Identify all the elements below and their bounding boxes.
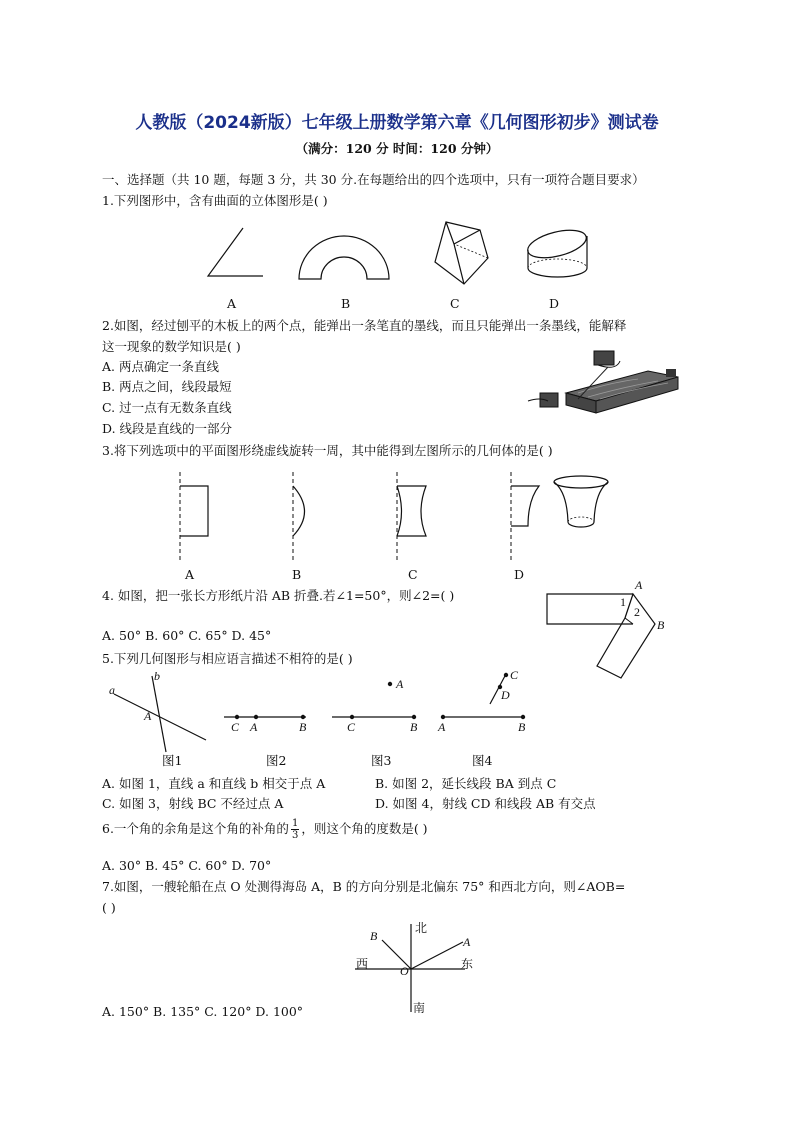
q4-label-b: B (657, 618, 665, 632)
question-1-stem: 1.下列图形中，含有曲面的立体图形是( ) (102, 193, 328, 208)
q5-option-c: C. 如图 3，射线 BC 不经过点 A (102, 796, 284, 811)
q5-caption-fig4: 图4 (472, 753, 493, 768)
q7-label-O: O (400, 964, 409, 978)
q6-stem-post: ，则这个角的度数是( ) (301, 821, 428, 836)
q6-stem-pre: 6.一个角的余角是这个角的补角的 (102, 821, 289, 836)
q4-angle-2-label: 2 (634, 605, 640, 619)
q7-label-east: 东 (461, 957, 474, 971)
q5-fig3-label-C: C (347, 720, 356, 734)
q4-label-a: A (635, 578, 643, 592)
q1-label-d: D (549, 296, 560, 311)
q6-fraction (291, 818, 299, 841)
question-7-stem-line2: ( ) (102, 900, 116, 915)
q7-label-north: 北 (415, 921, 428, 935)
q3-option-b-figure (288, 472, 318, 562)
q5-fig3-label-A: A (396, 677, 404, 691)
question-7-stem-line1: 7.如图，一艘轮船在点 O 处测得海岛 A，B 的方向分别是北偏东 75° 和西北方向，则∠AOB= (102, 879, 626, 894)
q5-option-a: A. 如图 1，直线 a 和直线 b 相交于点 A (102, 776, 326, 791)
q1-figure-cut-cylinder (526, 222, 590, 280)
q1-figure-angle (205, 225, 265, 280)
q3-vase-solid (553, 474, 611, 536)
q5-option-b: B. 如图 2，延长线段 BA 到点 C (375, 776, 557, 791)
q5-fig4-label-B: B (518, 720, 526, 734)
page-subtitle: （满分：120 分 时间：120 分钟） (295, 141, 499, 156)
q5-fig1-label-b: b (154, 669, 160, 683)
question-6-stem (102, 818, 428, 841)
q7-label-B: B (370, 929, 378, 943)
q3-label-b: B (292, 567, 302, 582)
q6-fraction-denominator: 3 (291, 830, 299, 841)
q3-option-d-figure (506, 472, 546, 562)
question-3-stem: 3.将下列选项中的平面图形绕虚线旋转一周，其中能得到左图所示的几何体的是( ) (102, 443, 553, 458)
q3-option-c-figure (392, 472, 437, 562)
q5-fig1-label-a: a (109, 683, 115, 697)
question-2-stem-line2: 这一现象的数学知识是( ) (102, 339, 241, 354)
q5-caption-fig2: 图2 (266, 753, 287, 768)
q2-option-b: B. 两点之间，线段最短 (102, 379, 232, 394)
q5-figure-3 (330, 676, 422, 722)
question-5-stem: 5.下列几何图形与相应语言描述不相符的是( ) (102, 651, 353, 666)
q1-label-b: B (341, 296, 351, 311)
q2-option-a: A. 两点确定一条直线 (102, 359, 219, 374)
q7-label-A: A (463, 935, 471, 949)
section-heading: 一、选择题（共 10 题，每题 3 分，共 30 分.在每题给出的四个选项中，只有一项符合题目要求） (102, 172, 645, 187)
q1-label-c: C (450, 296, 460, 311)
q5-fig4-label-A: A (438, 720, 446, 734)
q1-figure-prism (432, 218, 492, 286)
q5-fig4-label-D: D (501, 688, 510, 702)
q5-fig2-label-C: C (231, 720, 240, 734)
q6-options: A. 30° B. 45° C. 60° D. 70° (102, 858, 272, 873)
q4-angle-1-label: 1 (620, 595, 626, 609)
q5-caption-fig3: 图3 (371, 753, 392, 768)
q5-fig2-label-A: A (250, 720, 258, 734)
q5-fig2-label-B: B (299, 720, 307, 734)
q2-option-c: C. 过一点有无数条直线 (102, 400, 232, 415)
q3-label-d: D (514, 567, 525, 582)
q5-option-d: D. 如图 4，射线 CD 和线段 AB 有交点 (375, 796, 596, 811)
question-4-stem: 4. 如图，把一张长方形纸片沿 AB 折叠.若∠1=50°，则∠2=( ) (102, 588, 455, 603)
q3-label-c: C (408, 567, 418, 582)
q5-fig3-label-B: B (410, 720, 418, 734)
q7-label-south: 南 (413, 1001, 426, 1015)
q3-label-a: A (185, 567, 195, 582)
q5-caption-fig1: 图1 (162, 753, 183, 768)
q1-figure-arch (297, 233, 392, 281)
q7-label-west: 西 (356, 957, 369, 971)
q1-label-a: A (227, 296, 237, 311)
q6-fraction-numerator: 1 (291, 818, 299, 829)
page-title: 人教版（2024新版）七年级上册数学第六章《几何图形初步》测试卷 (135, 113, 659, 133)
q3-option-a-figure (175, 472, 215, 562)
q2-option-d: D. 线段是直线的一部分 (102, 421, 233, 436)
question-2-stem-line1: 2.如图，经过刨平的木板上的两个点，能弹出一条笔直的墨线，而且只能弹出一条墨线，能解释 (102, 318, 627, 333)
q4-options: A. 50° B. 60° C. 65° D. 45° (102, 628, 272, 643)
q5-fig4-label-C: C (510, 668, 519, 682)
q7-options: A. 150° B. 135° C. 120° D. 100° (102, 1004, 304, 1019)
q5-fig1-label-A: A (144, 709, 152, 723)
q2-wood-board-illustration (528, 349, 690, 417)
